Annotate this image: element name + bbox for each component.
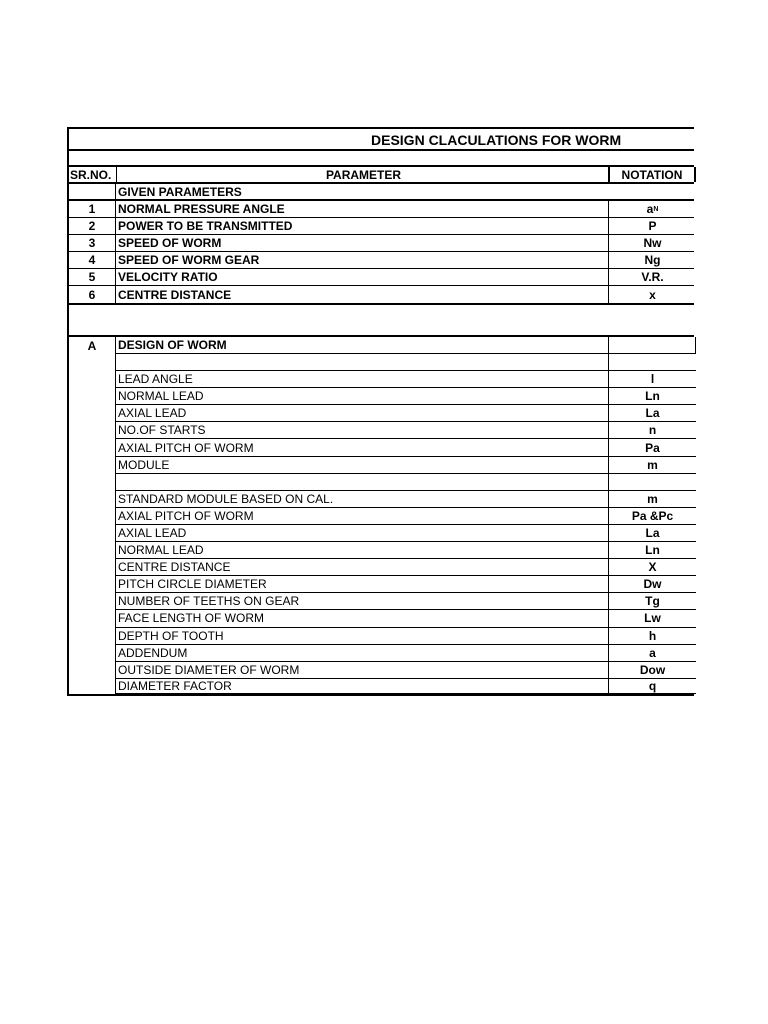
given-row: [67, 201, 694, 218]
notation-text: x: [649, 287, 656, 302]
notation-cell: [608, 252, 696, 268]
given-section-row: [67, 184, 694, 201]
notation-text: Ng: [644, 253, 661, 267]
notation-cell: [608, 235, 696, 251]
notation-cell: [608, 286, 696, 303]
notation-cell: Pa &Pc: [608, 508, 696, 525]
parameter-cell: SPEED OF WORM: [118, 236, 222, 250]
sr-no-cell: 4: [69, 252, 116, 268]
notation-cell: h: [608, 628, 696, 645]
parameter-cell: ADDENDUM: [116, 645, 608, 662]
notation-text: V.R.: [641, 270, 664, 284]
header-row: [67, 165, 694, 184]
design-row: [67, 354, 694, 371]
notation-cell: Pa: [608, 439, 696, 456]
parameter-cell: NORMAL LEAD: [116, 388, 608, 405]
header-sr-no: SR.NO.: [70, 167, 112, 182]
spacer-row: [67, 149, 694, 165]
parameter-cell: DIAMETER FACTOR: [116, 679, 608, 694]
design-section-sr: A: [69, 337, 116, 354]
notation-text: a: [646, 202, 654, 216]
notation-cell: Ln: [608, 542, 696, 559]
design-row: [67, 645, 694, 662]
parameter-cell: OUTSIDE DIAMETER OF WORM: [116, 662, 608, 679]
design-row: [67, 679, 694, 696]
design-row: [67, 662, 694, 679]
design-row: [67, 388, 694, 405]
sr-no-cell: 2: [69, 218, 116, 234]
notation-cell: X: [608, 559, 696, 576]
sr-no-cell: 1: [69, 201, 116, 217]
notation-cell: Tg: [608, 593, 696, 610]
parameter-cell: AXIAL PITCH OF WORM: [116, 508, 608, 525]
parameter-cell: AXIAL LEAD: [116, 525, 608, 542]
parameter-cell: AXIAL LEAD: [116, 405, 608, 422]
design-row: [67, 559, 694, 576]
worm-design-sheet: [67, 127, 694, 696]
parameter-cell: FACE LENGTH OF WORM: [116, 610, 608, 627]
notation-cell: Dw: [608, 576, 696, 593]
parameter-cell: CENTRE DISTANCE: [118, 287, 232, 302]
design-row: [67, 610, 694, 627]
notation-text: Nw: [643, 236, 662, 250]
parameter-cell: SPEED OF WORM GEAR: [118, 253, 260, 267]
gap-row: [67, 303, 694, 337]
design-row: [67, 593, 694, 610]
sheet-title: DESIGN CLACULATIONS FOR WORM: [371, 132, 622, 148]
design-row: [67, 491, 694, 508]
notation-cell: l: [608, 371, 696, 388]
notation-cell: a: [608, 645, 696, 662]
design-row: [67, 474, 694, 491]
notation-cell: q: [608, 679, 696, 694]
sr-no-cell: 3: [69, 235, 116, 251]
notation-cell: Lw: [608, 610, 696, 627]
notation-cell: m: [608, 491, 696, 508]
notation-subscript: N: [653, 205, 659, 213]
notation-cell: Dow: [608, 662, 696, 679]
design-row: [67, 439, 694, 456]
given-row: [67, 235, 694, 252]
sr-no-cell: 5: [69, 269, 116, 285]
parameter-cell: [116, 354, 608, 371]
design-row: [67, 542, 694, 559]
notation-cell: La: [608, 405, 696, 422]
notation-cell: Ln: [608, 388, 696, 405]
parameter-cell: [116, 474, 608, 491]
design-row: [67, 405, 694, 422]
notation-cell: [608, 201, 696, 217]
parameter-cell: NUMBER OF TEETHS ON GEAR: [116, 593, 608, 610]
title-row: [67, 127, 694, 149]
design-row: [67, 508, 694, 525]
parameter-cell: PITCH CIRCLE DIAMETER: [116, 576, 608, 593]
design-row: [67, 422, 694, 439]
notation-cell: [608, 354, 696, 371]
design-row: [67, 628, 694, 645]
parameter-cell: MODULE: [116, 457, 608, 474]
given-row: [67, 269, 694, 286]
parameter-cell: STANDARD MODULE BASED ON CAL.: [116, 491, 608, 508]
design-section-row: [67, 337, 694, 354]
parameter-cell: NO.OF STARTS: [116, 422, 608, 439]
given-row: [67, 286, 694, 303]
design-row: [67, 371, 694, 388]
parameter-cell: POWER TO BE TRANSMITTED: [118, 219, 293, 233]
design-row: [67, 525, 694, 542]
notation-text: P: [648, 219, 657, 233]
design-section-label: DESIGN OF WORM: [116, 337, 608, 354]
parameter-cell: VELOCITY RATIO: [118, 270, 218, 284]
parameter-cell: LEAD ANGLE: [116, 371, 608, 388]
parameter-cell: NORMAL LEAD: [116, 542, 608, 559]
design-row: [67, 457, 694, 474]
given-row: [67, 252, 694, 269]
parameter-cell: AXIAL PITCH OF WORM: [116, 439, 608, 456]
notation-cell: m: [608, 457, 696, 474]
notation-cell: n: [608, 422, 696, 439]
notation-cell: [608, 474, 696, 491]
given-row: [67, 218, 694, 235]
header-notation: NOTATION: [608, 167, 696, 182]
notation-cell: [608, 218, 696, 234]
header-parameter: PARAMETER: [116, 167, 608, 182]
notation-cell: La: [608, 525, 696, 542]
parameter-cell: DEPTH OF TOOTH: [116, 628, 608, 645]
design-row: [67, 576, 694, 593]
parameter-cell: CENTRE DISTANCE: [116, 559, 608, 576]
parameter-cell: NORMAL PRESSURE ANGLE: [118, 202, 285, 216]
given-section-label: GIVEN PARAMETERS: [118, 184, 242, 199]
sr-no-cell: 6: [69, 286, 116, 303]
notation-cell: [608, 269, 696, 285]
